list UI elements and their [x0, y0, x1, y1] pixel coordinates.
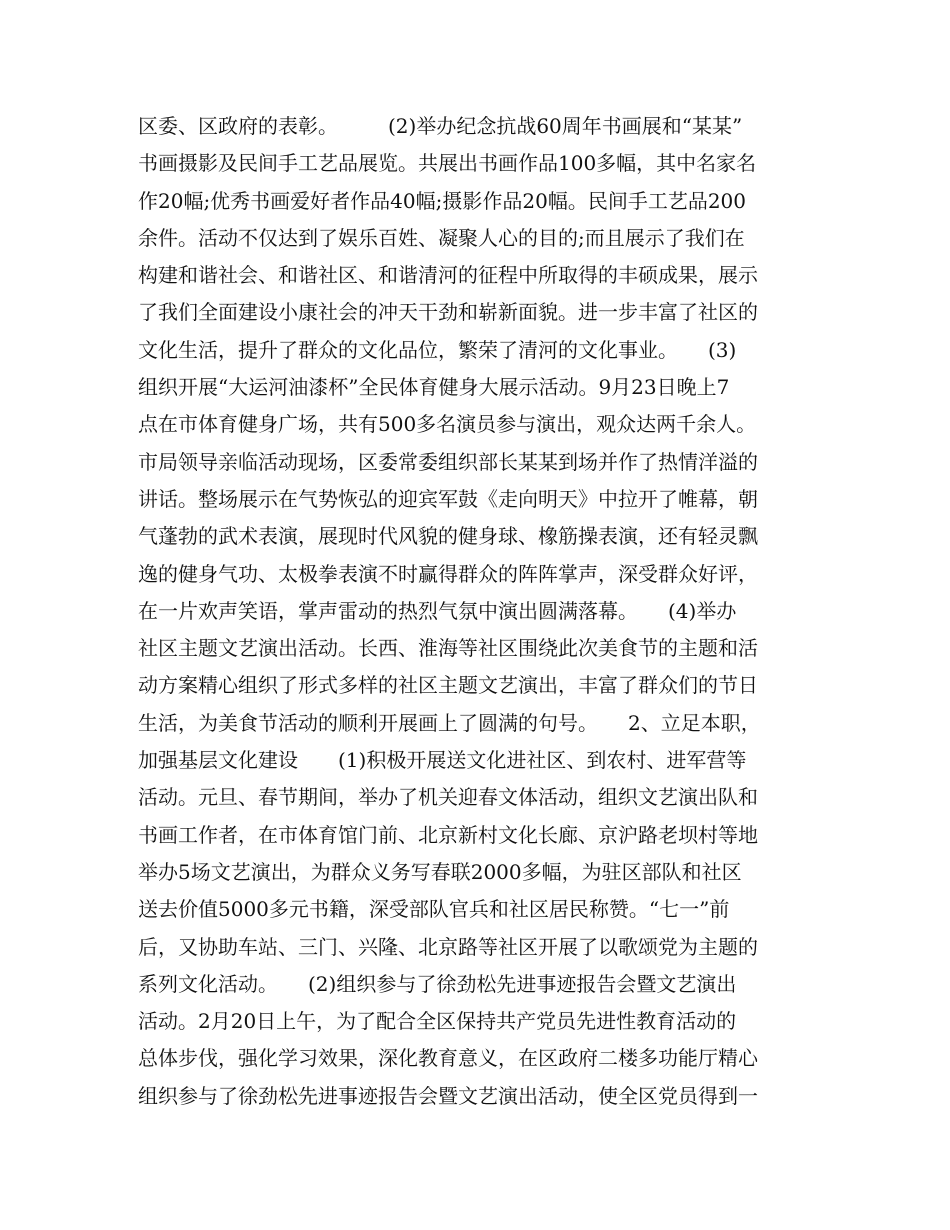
text-line: 生活，为美食节活动的顺利开展画上了圆满的句号。 2、立足本职，	[138, 710, 761, 735]
text-line: 气蓬勃的武术表演，展现时代风貌的健身球、橡筋操表演，还有轻灵飘	[138, 524, 758, 549]
text-line: 后，又协助车站、三门、兴隆、北京路等社区开展了以歌颂党为主题的	[138, 934, 758, 959]
text-line: 逸的健身气功、太极拳表演不时赢得群众的阵阵掌声，深受群众好评，	[138, 561, 758, 586]
text-line: 系列文化活动。 (2)组织参与了徐劲松先进事迹报告会暨文艺演出	[138, 971, 737, 996]
text-line: 加强基层文化建设 (1)积极开展送文化进社区、到农村、进军营等	[138, 748, 747, 773]
text-line: 作20幅;优秀书画爱好者作品40幅;摄影作品20幅。民间手工艺品200	[138, 188, 746, 213]
text-line: 组织开展“大运河油漆杯”全民体育健身大展示活动。9月23日晚上7	[138, 375, 730, 400]
text-line: 市局领导亲临活动现场，区委常委组织部长某某到场并作了热情洋溢的	[138, 449, 758, 474]
text-line: 了我们全面建设小康社会的冲天干劲和崭新面貌。进一步丰富了社区的	[138, 300, 758, 325]
text-line: 送去价值5000多元书籍，深受部队官兵和社区居民称赞。“七一”前	[138, 897, 730, 922]
text-line: 总体步伐，强化学习效果，深化教育意义，在区政府二楼多功能厅精心	[138, 1046, 758, 1071]
text-line: 区委、区政府的表彰。 (2)举办纪念抗战60周年书画展和“某某”	[138, 114, 743, 138]
text-line: 点在市体育健身广场，共有500多名演员参与演出，观众达两千余人。	[138, 412, 757, 437]
text-line: 在一片欢声笑语，掌声雷动的热烈气氛中演出圆满落幕。 (4)举办	[138, 598, 737, 623]
text-line: 余件。活动不仅达到了娱乐百姓、凝聚人心的目的;而且展示了我们在	[138, 225, 745, 250]
text-line: 构建和谐社会、和谐社区、和谐清河的征程中所取得的丰硕成果，展示	[138, 263, 758, 288]
text-line: 社区主题文艺演出活动。长西、淮海等社区围绕此次美食节的主题和活	[138, 636, 758, 661]
text-line: 组织参与了徐劲松先进事迹报告会暨文艺演出活动，使全区党员得到一	[138, 1083, 758, 1108]
text-line: 活动。元旦、春节期间，举办了机关迎春文体活动，组织文艺演出队和	[138, 785, 758, 810]
body-text	[138, 108, 828, 1115]
text-line: 书画工作者，在市体育馆门前、北京新村文化长廊、京沪路老坝村等地	[138, 822, 758, 847]
text-line: 活动。2月20日上午，为了配合全区保持共产党员先进性教育活动的	[138, 1009, 737, 1034]
text-line: 书画摄影及民间手工艺品展览。共展出书画作品100多幅，其中名家名	[138, 151, 757, 176]
text-line: 动方案精心组织了形式多样的社区主题文艺演出，丰富了群众们的节日	[138, 673, 758, 698]
text-line: 文化生活，提升了群众的文化品位，繁荣了清河的文化事业。 (3)	[138, 337, 737, 362]
text-line: 举办5场文艺演出，为群众义务写春联2000多幅，为驻区部队和社区	[138, 859, 742, 884]
text-line: 讲话。整场展示在气势恢弘的迎宾军鼓《走向明天》中拉开了帷幕，朝	[138, 486, 758, 511]
